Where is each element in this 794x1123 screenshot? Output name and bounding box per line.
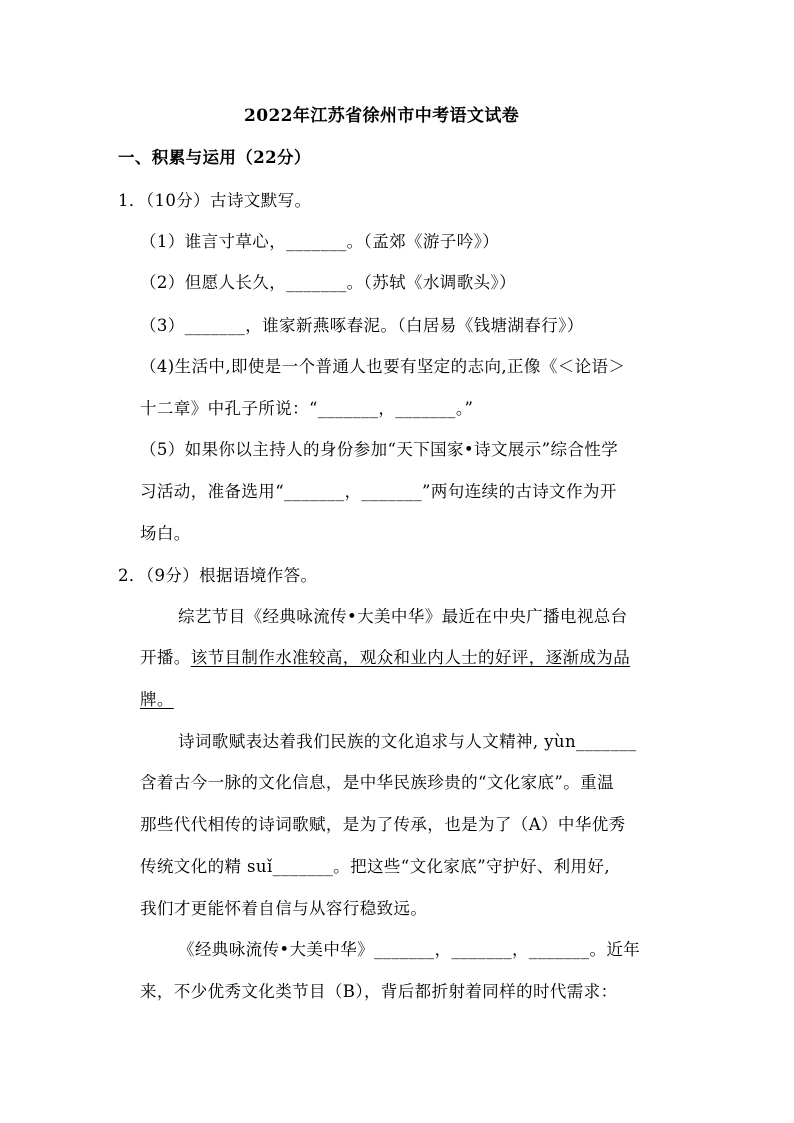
underlined-sentence: 牌。 — [140, 690, 174, 709]
section-heading: 一、积累与运用（22分） — [118, 148, 311, 167]
question-1-item: 十二章》中孔子所说：“_______，_______。” — [140, 399, 474, 418]
question-1-item: （4)生活中,即使是一个普通人也要有坚定的志向,正像《＜论语＞ — [140, 357, 626, 376]
paragraph-line: 那些代代相传的诗词歌赋，是为了传承，也是为了（A）中华优秀 — [140, 815, 626, 834]
paragraph-line: 《经典咏流传•大美中华》_______，_______，_______。近年 — [178, 940, 641, 959]
question-1-item: （1）谁言寸草心，_______。（孟郊《游子吟》） — [140, 232, 500, 251]
paragraph-line: 综艺节目《经典咏流传•大美中华》最近在中央广播电视总台 — [178, 607, 628, 626]
question-1-item: （5）如果你以主持人的身份参加“天下国家•诗文展示”综合性学 — [140, 440, 619, 459]
paragraph-line — [140, 648, 630, 668]
paragraph-line: 来，不少优秀文化类节目（B），背后都折射着同样的时代需求： — [140, 982, 618, 1001]
paragraph-line — [140, 690, 174, 710]
paragraph-line: 传统文化的精 suǐ_______。把这些“文化家底”守护好、利用好, — [140, 857, 610, 876]
paragraph-line: 我们才更能怀着自信与从容行稳致远。 — [140, 899, 428, 918]
page-title: 2022年江苏省徐州市中考语文试卷 — [244, 106, 520, 126]
question-1-item: 习活动，准备选用“_______，_______”两句连续的古诗文作为开 — [140, 482, 617, 501]
question-1-item: 场白。 — [140, 524, 191, 543]
paragraph-line: 含着古今一脉的文化信息，是中华民族珍贵的“文化家底”。重温 — [140, 773, 614, 792]
paragraph-line: 诗词歌赋表达着我们民族的文化追求与人文精神, yùn_______ — [178, 732, 637, 751]
question-1-stem: 1．（10分）古诗文默写。 — [118, 191, 312, 210]
question-2-stem: 2．（9分）根据语境作答。 — [118, 566, 318, 585]
paragraph-text: 开播。 — [140, 648, 191, 667]
underlined-sentence: 该节目制作水准较高，观众和业内人士的好评，逐渐成为品 — [190, 648, 631, 667]
question-1-item: （2）但愿人长久，_______。（苏轼《水调歌头》） — [140, 273, 517, 292]
question-1-item: （3）_______，谁家新燕啄春泥。（白居易《钱塘湖春行》） — [140, 316, 584, 335]
